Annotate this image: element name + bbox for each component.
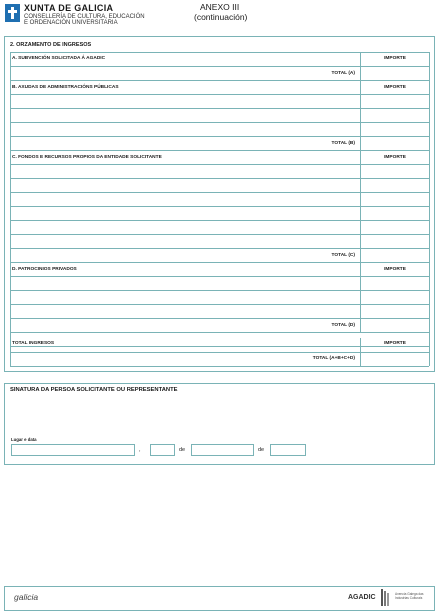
rule xyxy=(10,366,429,367)
rule xyxy=(10,52,429,53)
section-b-label: B. AXUDAS DE ADMINISTRACIÓNS PÚBLICAS xyxy=(12,85,119,90)
section-b-row[interactable] xyxy=(11,123,360,135)
section-c-row[interactable] xyxy=(11,207,360,219)
importe-header-c: IMPORTE xyxy=(384,155,406,160)
grand-total-label: TOTAL (A+B+C+D) xyxy=(312,356,355,361)
comma-separator: , xyxy=(139,447,141,453)
annex-title: ANEXO III xyxy=(200,2,240,12)
section-d-row[interactable] xyxy=(11,291,360,303)
signature-title: SINATURA DA PERSOA SOLICITANTE OU REPRESENTANTE xyxy=(10,387,178,393)
department-line-1: CONSELLERÍA DE CULTURA, EDUCACIÓN xyxy=(24,14,145,20)
section-b-row[interactable] xyxy=(11,109,360,121)
importe-header-d: IMPORTE xyxy=(384,267,406,272)
table-right-border xyxy=(429,52,430,366)
rule xyxy=(10,262,429,263)
annex-subtitle: (continuación) xyxy=(194,12,248,22)
galicia-coat-of-arms-icon xyxy=(5,4,20,22)
section-d-row[interactable] xyxy=(11,277,360,289)
month-input[interactable] xyxy=(191,444,254,456)
de-label-1: de xyxy=(179,447,186,453)
section-a-label: A. SUBVENCIÓN SOLICITADA Á AGADIC xyxy=(12,56,106,61)
section-c-row[interactable] xyxy=(11,235,360,247)
column-divider xyxy=(360,80,361,150)
importe-header-a: IMPORTE xyxy=(384,56,406,61)
budget-title: 2. ORZAMENTO DE INGRESOS xyxy=(10,42,92,48)
total-a-label: TOTAL (A) xyxy=(331,71,355,76)
de-label-2: de xyxy=(258,447,265,453)
galicia-logo: galicia xyxy=(14,592,39,602)
brand-name: XUNTA DE GALICIA xyxy=(24,3,114,13)
department-name xyxy=(24,14,145,26)
total-b-label: TOTAL (B) xyxy=(331,141,355,146)
column-divider xyxy=(360,262,361,332)
rule xyxy=(10,332,429,333)
rule xyxy=(10,80,429,81)
rule xyxy=(10,136,429,137)
column-divider xyxy=(360,150,361,262)
rule xyxy=(10,318,429,319)
section-c-row[interactable] xyxy=(11,193,360,205)
total-d-label: TOTAL (D) xyxy=(331,323,355,328)
section-b-row[interactable] xyxy=(11,95,360,107)
section-d-label: D. PATROCINIOS PRIVADOS xyxy=(12,267,77,272)
total-income-label: TOTAL INGRESOS xyxy=(12,341,55,346)
rule xyxy=(10,150,429,151)
section-c-label: C. FONDOS E RECURSOS PROPIOS DA ENTIDADE SOLICITANTE xyxy=(12,155,162,160)
place-date-label: Lugar e data xyxy=(11,437,37,442)
agadic-subtitle: Axencia Galega das Industrias Culturais xyxy=(395,592,424,600)
grand-total-field[interactable] xyxy=(361,353,428,365)
importe-header-total: IMPORTE xyxy=(384,341,406,346)
department-line-2: E ORDENACIÓN UNIVERSITARIA xyxy=(24,20,118,26)
place-input[interactable] xyxy=(11,444,135,456)
importe-header-b: IMPORTE xyxy=(384,85,406,90)
total-a-field[interactable] xyxy=(361,67,428,79)
agadic-logo: AGADIC xyxy=(348,594,376,601)
rule xyxy=(10,248,429,249)
section-d-row[interactable] xyxy=(11,305,360,317)
section-c-row[interactable] xyxy=(11,179,360,191)
agadic-mark-icon xyxy=(381,589,391,606)
day-input[interactable] xyxy=(150,444,175,456)
rule xyxy=(10,346,429,347)
year-input[interactable] xyxy=(270,444,306,456)
section-c-row[interactable] xyxy=(11,165,360,177)
total-c-label: TOTAL (C) xyxy=(331,253,355,258)
section-c-row[interactable] xyxy=(11,221,360,233)
